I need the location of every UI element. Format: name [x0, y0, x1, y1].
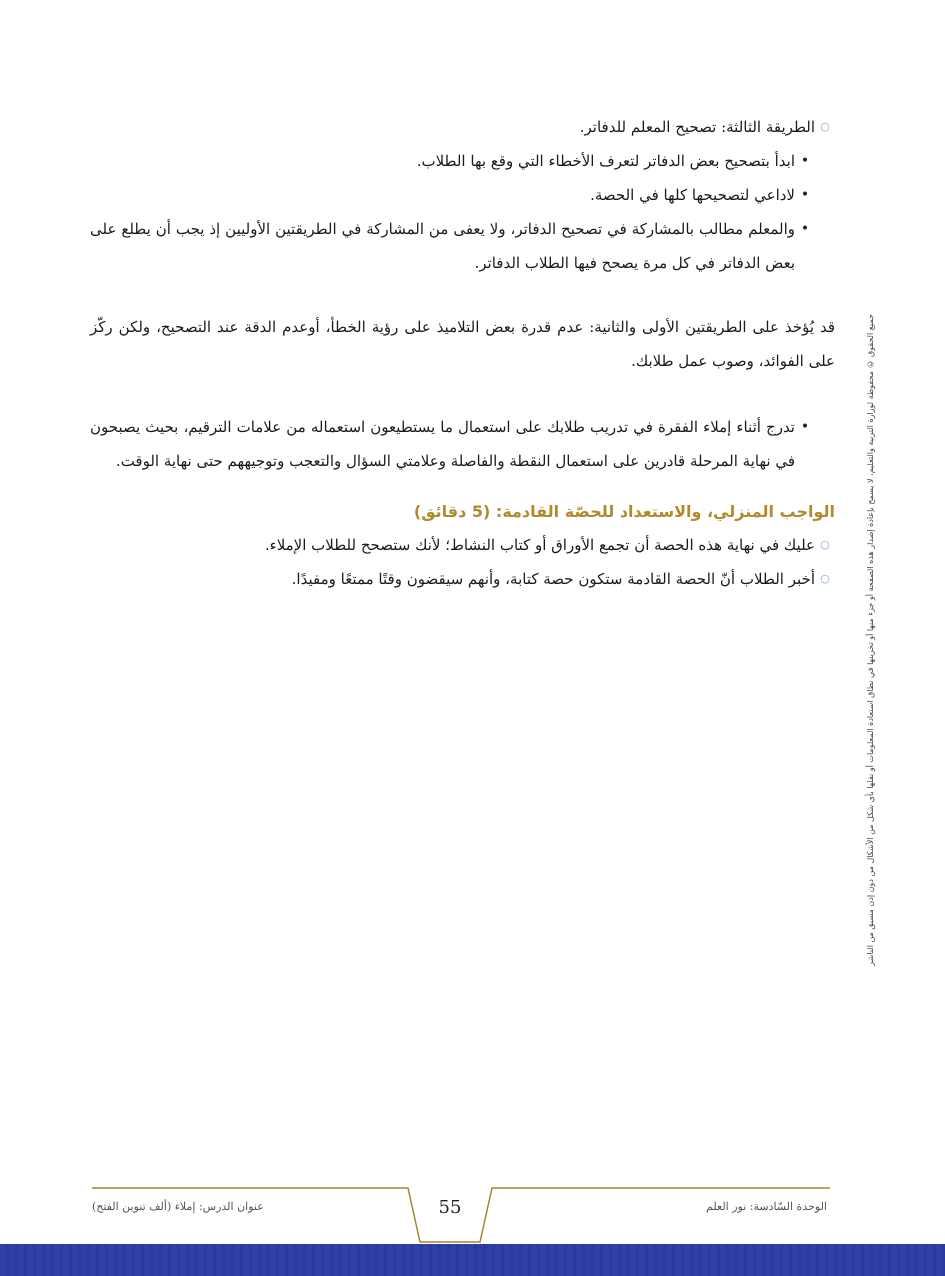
method3-bullet-text: لاداعي لتصحيحها كلها في الحصة. — [590, 186, 795, 204]
method3-title: الطريقة الثالثة: تصحيح المعلم للدفاتر. — [579, 118, 815, 136]
homework-heading: الواجب المنزلي، والاستعداد للحصّة القادمة: (5 دقائق) — [413, 502, 835, 521]
dot-bullet-icon: • — [800, 419, 810, 435]
method3-bullet — [90, 212, 835, 280]
note-paragraph: قد يُؤخذ على الطريقتين الأولى والثانية: عدم قدرة بعض التلاميذ على رؤية الخطأ، أوعدم الدقة عند التصحيح، ولكن ركّز على الفوائد، وصوب عمل طلابك. — [90, 318, 835, 370]
homework-item — [90, 562, 835, 596]
copyright-sidebar — [856, 290, 884, 990]
copyright-text: جميع الحقوق © محفوظة لوزارة التربية والتعليم، لا يسمح بإعادة إصدار هذه الصفحة أو جزء منها أو تخزينها في نطاق استعادة المعلومات أو نقلها بأي شكل من الأشكال من دون إذن مسبق من الناشر — [865, 314, 875, 966]
homework-item-text: أخبر الطلاب أنّ الحصة القادمة ستكون حصة كتابة، وأنهم سيقضون وقتًا ممتعًا ومفيدًا. — [291, 570, 815, 588]
circle-bullet-icon: ○ — [820, 120, 830, 133]
method3-bullet — [90, 178, 835, 212]
circle-bullet-icon: ○ — [820, 572, 830, 585]
method3-bullet — [90, 144, 835, 178]
footer-lesson-title: عنوان الدرس: إملاء (ألف تنوين الفتح) — [92, 1200, 264, 1213]
dot-bullet-icon: • — [800, 153, 810, 169]
gradual-bullet-text: تدرج أثناء إملاء الفقرة في تدريب طلابك على استعمال ما يستطيعون استعماله من علامات الترقيم، بحيث يصبحون في نهاية المرحلة قادرين على استعمال النقطة والفاصلة وعلامتي السؤال والتعجب وتوجيههم حتى نهاية الوقت. — [90, 418, 795, 470]
dot-bullet-icon: • — [800, 187, 810, 203]
homework-item-text: عليك في نهاية هذه الحصة أن تجمع الأوراق أو كتاب النشاط؛ لأنك ستصحح للطلاب الإملاء. — [264, 536, 815, 554]
footer-unit-title: الوحدة السّادسة: نور العلم — [706, 1200, 827, 1213]
dot-bullet-icon: • — [800, 221, 810, 237]
circle-bullet-icon: ○ — [820, 538, 830, 551]
homework-item — [90, 528, 835, 562]
method3-bullet-text: ابدأ بتصحيح بعض الدفاتر لتعرف الأخطاء التي وقع بها الطلاب. — [416, 152, 795, 170]
page-number: 55 — [438, 1197, 462, 1218]
page-content — [90, 110, 835, 596]
gradual-bullet — [90, 410, 835, 478]
method3-title-row — [90, 110, 835, 144]
method3-bullet-text: والمعلم مطالب بالمشاركة في تصحيح الدفاتر، ولا يعفى من المشاركة في الطريقتين الأوليين إذ يجب أن يطلع على بعض الدفاتر في كل مرة يصحح فيها الطلاب الدفاتر. — [90, 220, 795, 272]
bottom-color-band — [0, 1244, 945, 1276]
